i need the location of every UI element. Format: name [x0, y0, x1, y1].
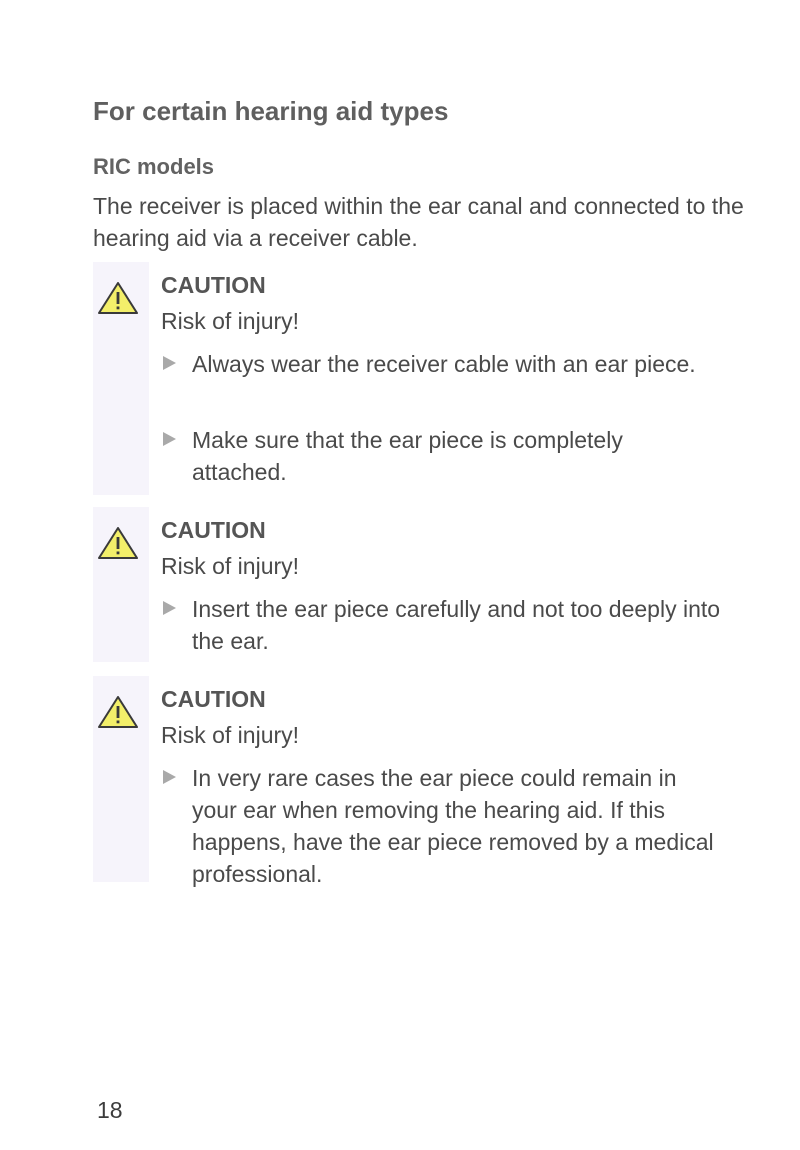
bullet-arrow-icon [161, 769, 177, 785]
caution-block-2 [93, 507, 733, 662]
warning-triangle-icon [97, 694, 139, 730]
intro-paragraph: The receiver is placed within the ear canal and connected to the hearing aid via a receiver cable. [93, 193, 744, 251]
bullet-arrow-icon [161, 600, 177, 616]
bullet-arrow-icon [161, 431, 177, 447]
subsection-title: RIC models [93, 154, 215, 179]
bullet-arrow-icon [161, 355, 177, 371]
caution-bullet-text: Insert the ear piece carefully and not too deeply into the ear. [192, 596, 721, 654]
caution-bullet [161, 424, 721, 488]
caution-title: CAUTION [161, 272, 266, 298]
caution-risk: Risk of injury! [161, 722, 300, 748]
caution-bullet-text: Make sure that the ear piece is completely attached. [192, 427, 623, 485]
caution-block-1 [93, 262, 733, 495]
warning-triangle-icon [97, 525, 139, 561]
caution-bullet [161, 762, 721, 890]
caution-risk: Risk of injury! [161, 308, 300, 334]
page-number: 18 [97, 1097, 123, 1123]
caution-risk: Risk of injury! [161, 553, 300, 579]
caution-block-3 [93, 676, 733, 887]
caution-bullet [161, 348, 721, 412]
caution-bullet-text: In very rare cases the ear piece could remain in your ear when removing the hearing aid. If this happens, have the ear piece removed by a medical professional. [192, 765, 714, 887]
section-title: For certain hearing aid types [93, 96, 449, 126]
caution-bullet [161, 593, 721, 657]
caution-title: CAUTION [161, 686, 266, 712]
caution-title: CAUTION [161, 517, 266, 543]
caution-bullet-text: Always wear the receiver cable with an ear piece. [192, 351, 696, 377]
warning-triangle-icon [97, 280, 139, 316]
